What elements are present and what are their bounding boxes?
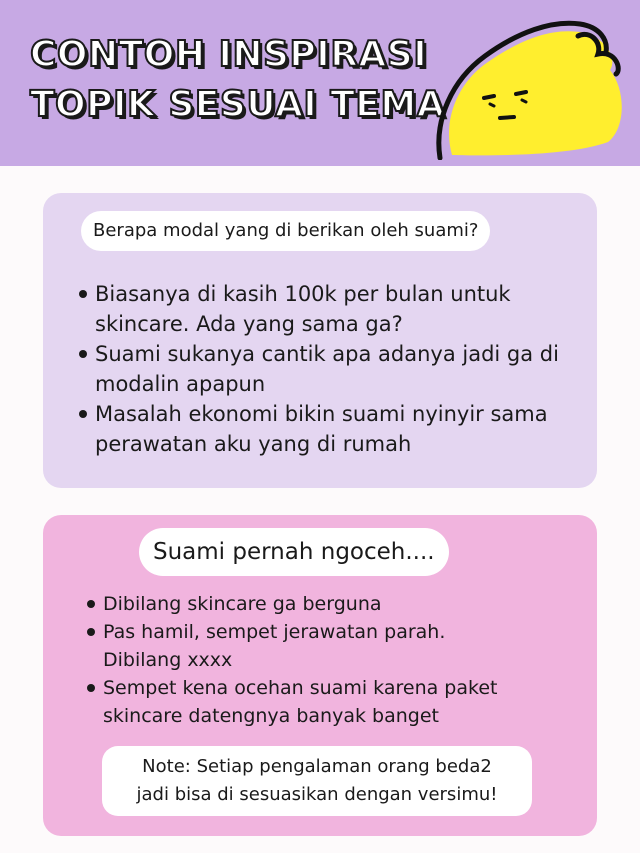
- section-heading: Suami pernah ngoceh....: [139, 528, 449, 576]
- ngoceh-topic-card: [43, 515, 597, 836]
- list-item-line: Biasanya di kasih 100k per bulan untuk: [95, 282, 511, 306]
- modal-bullet-list: [95, 279, 585, 459]
- list-item-line: modalin apapun: [95, 372, 266, 396]
- list-item: [103, 618, 583, 674]
- list-item-line: skincare datengnya banyak banget: [103, 705, 439, 727]
- list-item-line: Masalah ekonomi bikin suami nyinyir sama: [95, 402, 548, 426]
- title-line-1: CONTOH INSPIRASI: [30, 34, 428, 75]
- note-box: [102, 746, 532, 816]
- note-line: Note: Setiap pengalaman orang beda2: [142, 756, 492, 777]
- ngoceh-bullet-list: [103, 590, 583, 730]
- list-item: [103, 674, 583, 730]
- list-item-line: Pas hamil, sempet jerawatan parah.: [103, 621, 446, 643]
- modal-topic-card: [43, 193, 597, 488]
- question-label: Berapa modal yang di berikan oleh suami?: [81, 211, 490, 251]
- list-item-line: Sempet kena ocehan suami karena paket: [103, 677, 498, 699]
- header-banner: [0, 0, 640, 166]
- yellow-blob-mascot-icon: [430, 10, 630, 160]
- list-item-line: skincare. Ada yang sama ga?: [95, 312, 403, 336]
- list-item-line: Suami sukanya cantik apa adanya jadi ga di: [95, 342, 559, 366]
- list-item: [95, 399, 585, 459]
- title-line-2: TOPIK SESUAI TEMA: [30, 84, 446, 125]
- list-item-line: Dibilang skincare ga berguna: [103, 593, 382, 615]
- note-line: jadi bisa di sesuasikan dengan versimu!: [136, 784, 498, 805]
- list-item-line: Dibilang xxxx: [103, 649, 233, 671]
- page-title: [30, 30, 445, 130]
- list-item-line: perawatan aku yang di rumah: [95, 432, 412, 456]
- list-item: [95, 279, 585, 339]
- list-item: [103, 590, 583, 618]
- list-item: [95, 339, 585, 399]
